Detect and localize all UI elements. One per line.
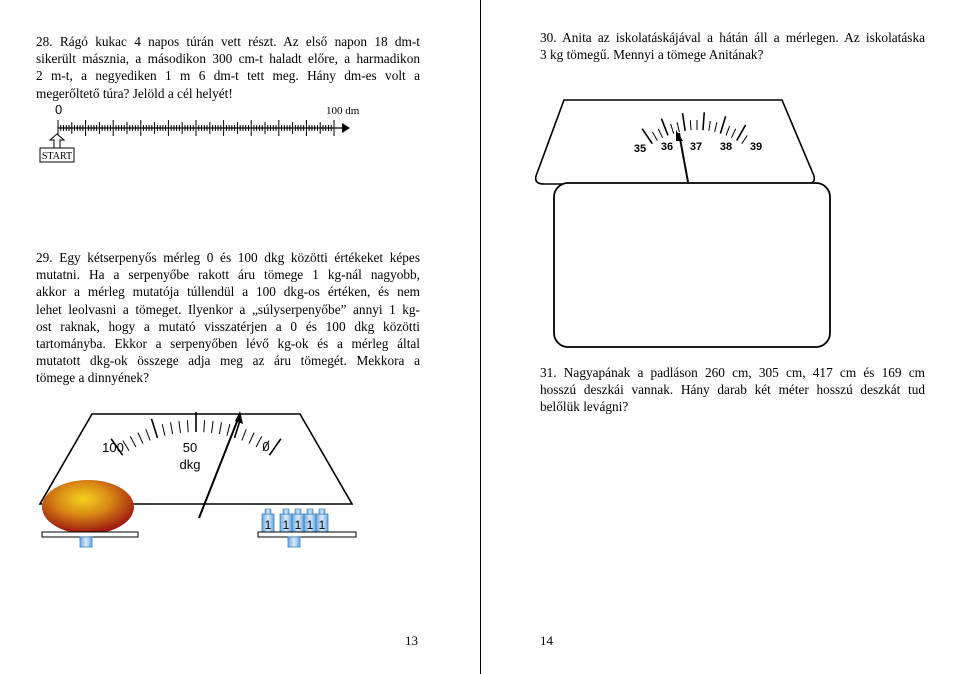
text-line: megerőltető túra? Jelöld a cél helyét!	[36, 85, 233, 101]
bathroom-scale-figure	[536, 100, 830, 347]
start-label: START	[41, 151, 73, 162]
balance-label-50: 50	[182, 440, 198, 455]
text-line: 31. Nagyapának a padláson 260 cm, 305 cm, 417 cm és 169 cm	[540, 365, 925, 380]
text-line: belőlük levágni?	[540, 399, 629, 415]
page-number-right: 14	[540, 633, 553, 648]
balance-label-0: 0	[262, 439, 270, 454]
text-line: 29. Egy kétserpenyős mérleg 0 és 100 dkg közötti értékeket képes	[36, 250, 420, 265]
text-line: sikerült másznia, a másodikon 300 cm-t haladt előre, a harmadikon	[36, 51, 420, 67]
balance-scale-figure	[40, 411, 356, 547]
left-pan-stem	[80, 537, 92, 547]
weight-handle	[283, 509, 289, 514]
scale-platform	[554, 183, 830, 347]
scale-label-38: 38	[719, 141, 733, 153]
balance-unit-label: dkg	[179, 457, 201, 472]
weight-label: 1	[294, 518, 302, 532]
text-line: 3 kg tömegű. Mennyi a tömege Anitának?	[540, 47, 764, 63]
text-line: ost raknak, hogy a mutató visszatérjen a 0 és 100 dkg közötti	[36, 318, 420, 334]
text-line: mutatott dkg-ok összege adja meg az áru tömegét. Mekkora a	[36, 353, 420, 369]
weight-handle	[307, 509, 313, 514]
left-pan	[42, 532, 138, 537]
balance-label-100: 100	[102, 440, 124, 455]
weights-group	[262, 509, 328, 532]
right-pan	[258, 532, 356, 537]
melon	[42, 480, 134, 534]
text-line: akkor a mérleg mutatója túllendül a 100 dkg-os értéken, és nem	[36, 284, 420, 300]
ruler-figure	[40, 102, 360, 162]
right-pan-stem	[288, 537, 300, 547]
text-line: 2 m-t, a negyediken 1 m 6 dm-t tett meg. Hány dm-es volt a	[36, 68, 420, 84]
text-line: lehet leolvasni a tömeget. Ilyenkor a „súlyserpenyőbe” annyi 1 kg-	[36, 301, 420, 317]
weight-label: 1	[318, 518, 326, 532]
ruler-ticks	[58, 120, 334, 136]
scale-dial-housing	[536, 100, 815, 184]
text-line: 30. Anita az iskolatáskájával a hátán áll a mérlegen. Az iskolatáska	[540, 30, 925, 45]
scale-label-37: 37	[689, 141, 703, 153]
weight-label: 1	[306, 518, 314, 532]
weight-handle	[295, 509, 301, 514]
ruler-arrow	[342, 123, 350, 133]
weight-handle	[319, 509, 325, 514]
text-line: 28. Rágó kukac 4 napos túrán vett részt. Az első napon 18 dm-t	[36, 34, 420, 49]
weight-handle	[265, 509, 271, 514]
page-number-left: 13	[405, 633, 418, 648]
text-line: tömege a dinnyének?	[36, 370, 149, 386]
text-line: mutatni. Ha a serpenyőbe rakott áru tömege 1 kg-nál nagyobb,	[36, 267, 420, 283]
weight-label: 1	[282, 518, 290, 532]
start-arrow-icon	[50, 134, 64, 148]
scale-label-36: 36	[660, 141, 674, 153]
ruler-end-label: 100 dm	[326, 105, 360, 117]
text-line: hosszú deszkái vannak. Hány darab két méter hosszú deszkát tud	[540, 382, 925, 398]
weight-label: 1	[264, 518, 272, 532]
scale-label-35: 35	[633, 143, 647, 155]
ruler-zero-label: 0	[55, 102, 63, 117]
text-line: tartományba. Ekkor a serpenyőben lévő kg-ok és a mérleg által	[36, 336, 420, 352]
scale-label-39: 39	[749, 141, 763, 153]
